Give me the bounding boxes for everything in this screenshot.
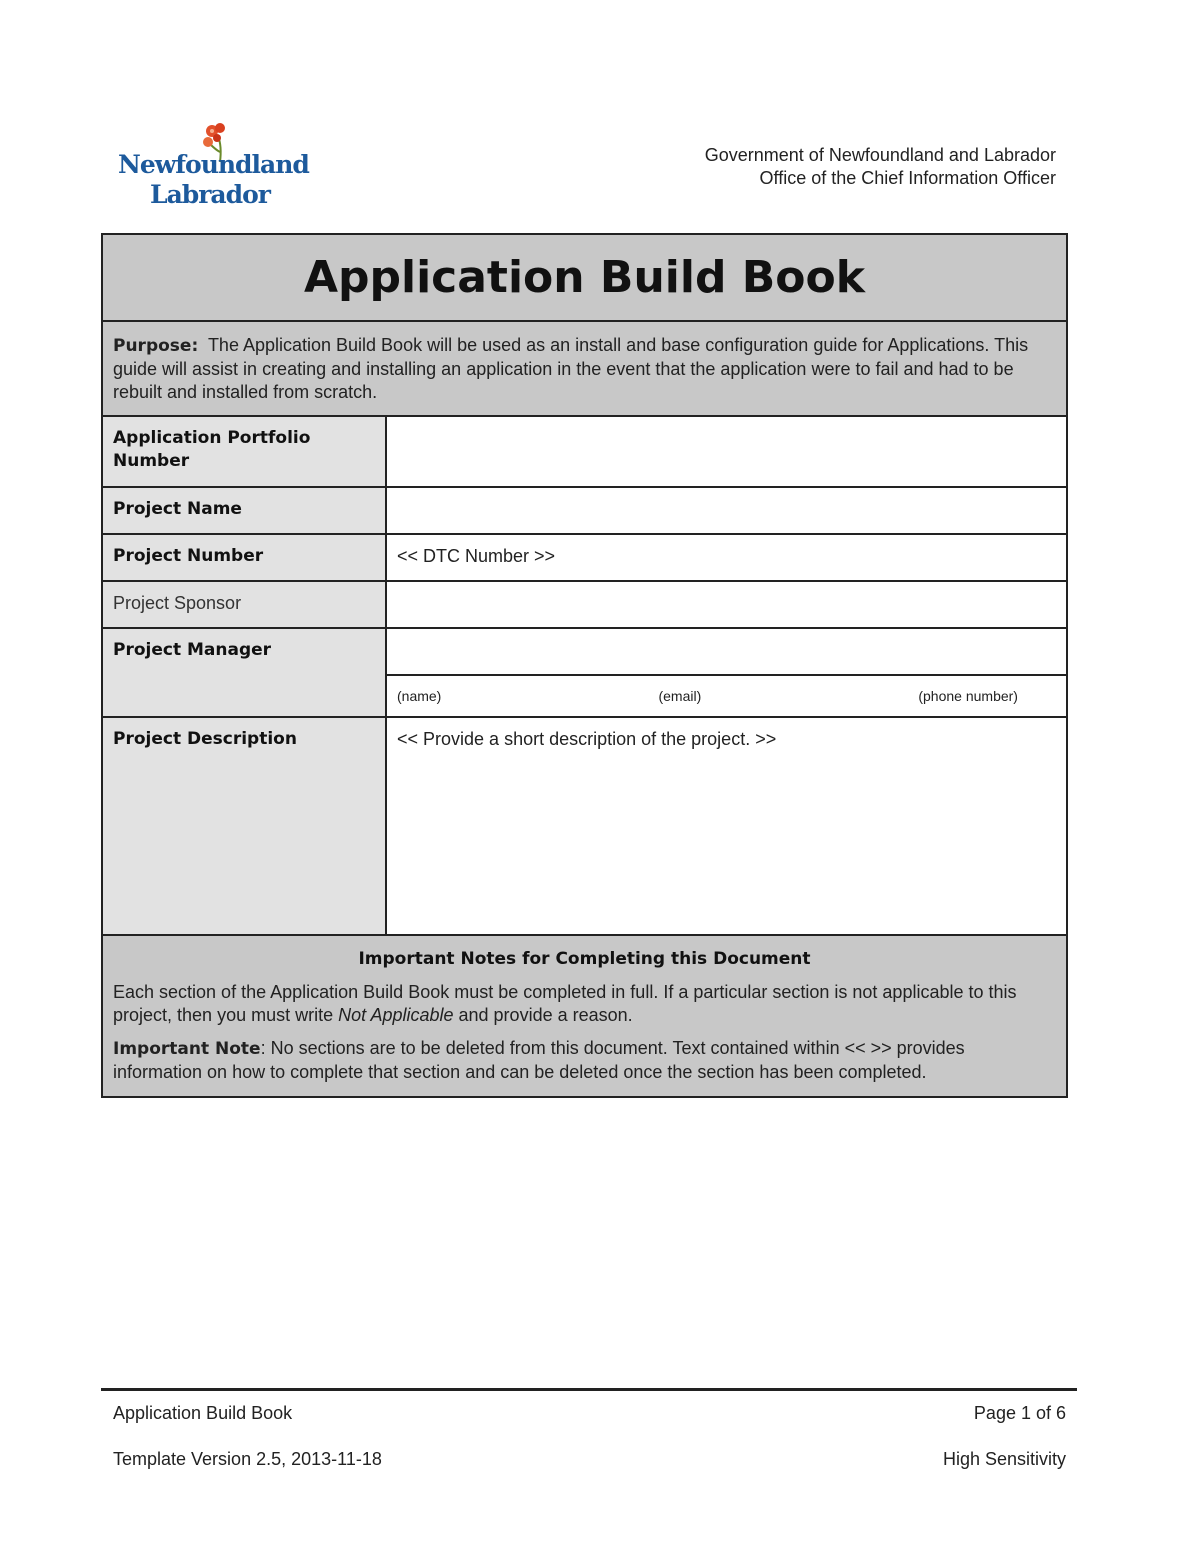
page-title: Application Build Book — [303, 252, 866, 303]
field-project-description[interactable]: << Provide a short description of the project. >> — [397, 729, 777, 749]
row-project-number — [103, 535, 1066, 582]
org-office-name: Office of the Chief Information Officer — [759, 168, 1056, 188]
label-project-manager: Project Manager — [103, 629, 387, 716]
field-project-manager[interactable] — [387, 629, 1066, 676]
label-project-name: Project Name — [103, 488, 387, 533]
project-manager-subfields — [387, 676, 1066, 716]
field-project-name[interactable] — [387, 488, 1066, 533]
footer-sensitivity: High Sensitivity — [942, 1449, 1066, 1469]
footer-template-version: Template Version 2.5, 2013-11-18 — [113, 1449, 382, 1469]
row-project-sponsor — [103, 582, 1066, 629]
notes-p1-italic: Not Applicable — [338, 1005, 454, 1025]
build-book-form — [101, 233, 1068, 1098]
label-project-sponsor: Project Sponsor — [103, 582, 387, 627]
notes-heading: Important Notes for Completing this Document — [358, 949, 811, 969]
notes-p2-text: : No sections are to be deleted from this document. Text contained within << >> provides information on how to complete that section and can be deleted once the section has been completed. — [113, 1038, 965, 1082]
important-notes-section — [103, 936, 1066, 1096]
org-government-name: Government of Newfoundland and Labrador — [704, 145, 1056, 165]
row-project-description — [103, 718, 1066, 936]
title-row — [103, 235, 1066, 322]
field-application-portfolio-number[interactable] — [387, 417, 1066, 486]
manager-name-hint: (name) — [397, 688, 442, 704]
notes-paragraph-1 — [113, 981, 1056, 1027]
notes-p2-label: Important Note — [113, 1039, 261, 1059]
notes-p1-text: Each section of the Application Build Book must be completed in full. If a particular section is not applicable to this project, then you must write — [113, 982, 1017, 1025]
newfoundland-labrador-logo — [118, 122, 309, 212]
notes-paragraph-2 — [113, 1037, 1056, 1084]
manager-phone-hint: (phone number) — [918, 688, 1018, 704]
footer-divider — [101, 1388, 1077, 1391]
logo-text-newfoundland: Newfoundland — [118, 150, 309, 179]
label-project-description: Project Description — [103, 718, 387, 934]
notes-p1-text-end: and provide a reason. — [453, 1005, 633, 1025]
footer-row-2 — [113, 1449, 1066, 1470]
footer-doc-title: Application Build Book — [113, 1403, 293, 1423]
organization-header — [705, 144, 1056, 190]
purpose-label: Purpose: — [113, 336, 199, 356]
field-project-sponsor[interactable] — [387, 582, 1066, 627]
row-project-name — [103, 488, 1066, 535]
row-project-manager — [103, 629, 1066, 718]
logo-text-labrador: Labrador — [150, 180, 270, 209]
purpose-section — [103, 322, 1066, 417]
purpose-text: The Application Build Book will be used as an install and base configuration guide for Applications. This guide will assist in creating and installing an application in the event that the application were to fail and had to be rebuilt and installed from scratch. — [113, 335, 1029, 402]
label-project-number: Project Number — [103, 535, 387, 580]
project-manager-values — [387, 629, 1066, 716]
field-project-number[interactable]: << DTC Number >> — [397, 546, 556, 566]
footer-row-1 — [113, 1403, 1066, 1424]
footer-page-number: Page 1 of 6 — [973, 1403, 1066, 1423]
label-application-portfolio-number: Application Portfolio Number — [103, 417, 387, 486]
row-application-portfolio-number — [103, 417, 1066, 488]
manager-email-hint: (email) — [658, 688, 702, 704]
